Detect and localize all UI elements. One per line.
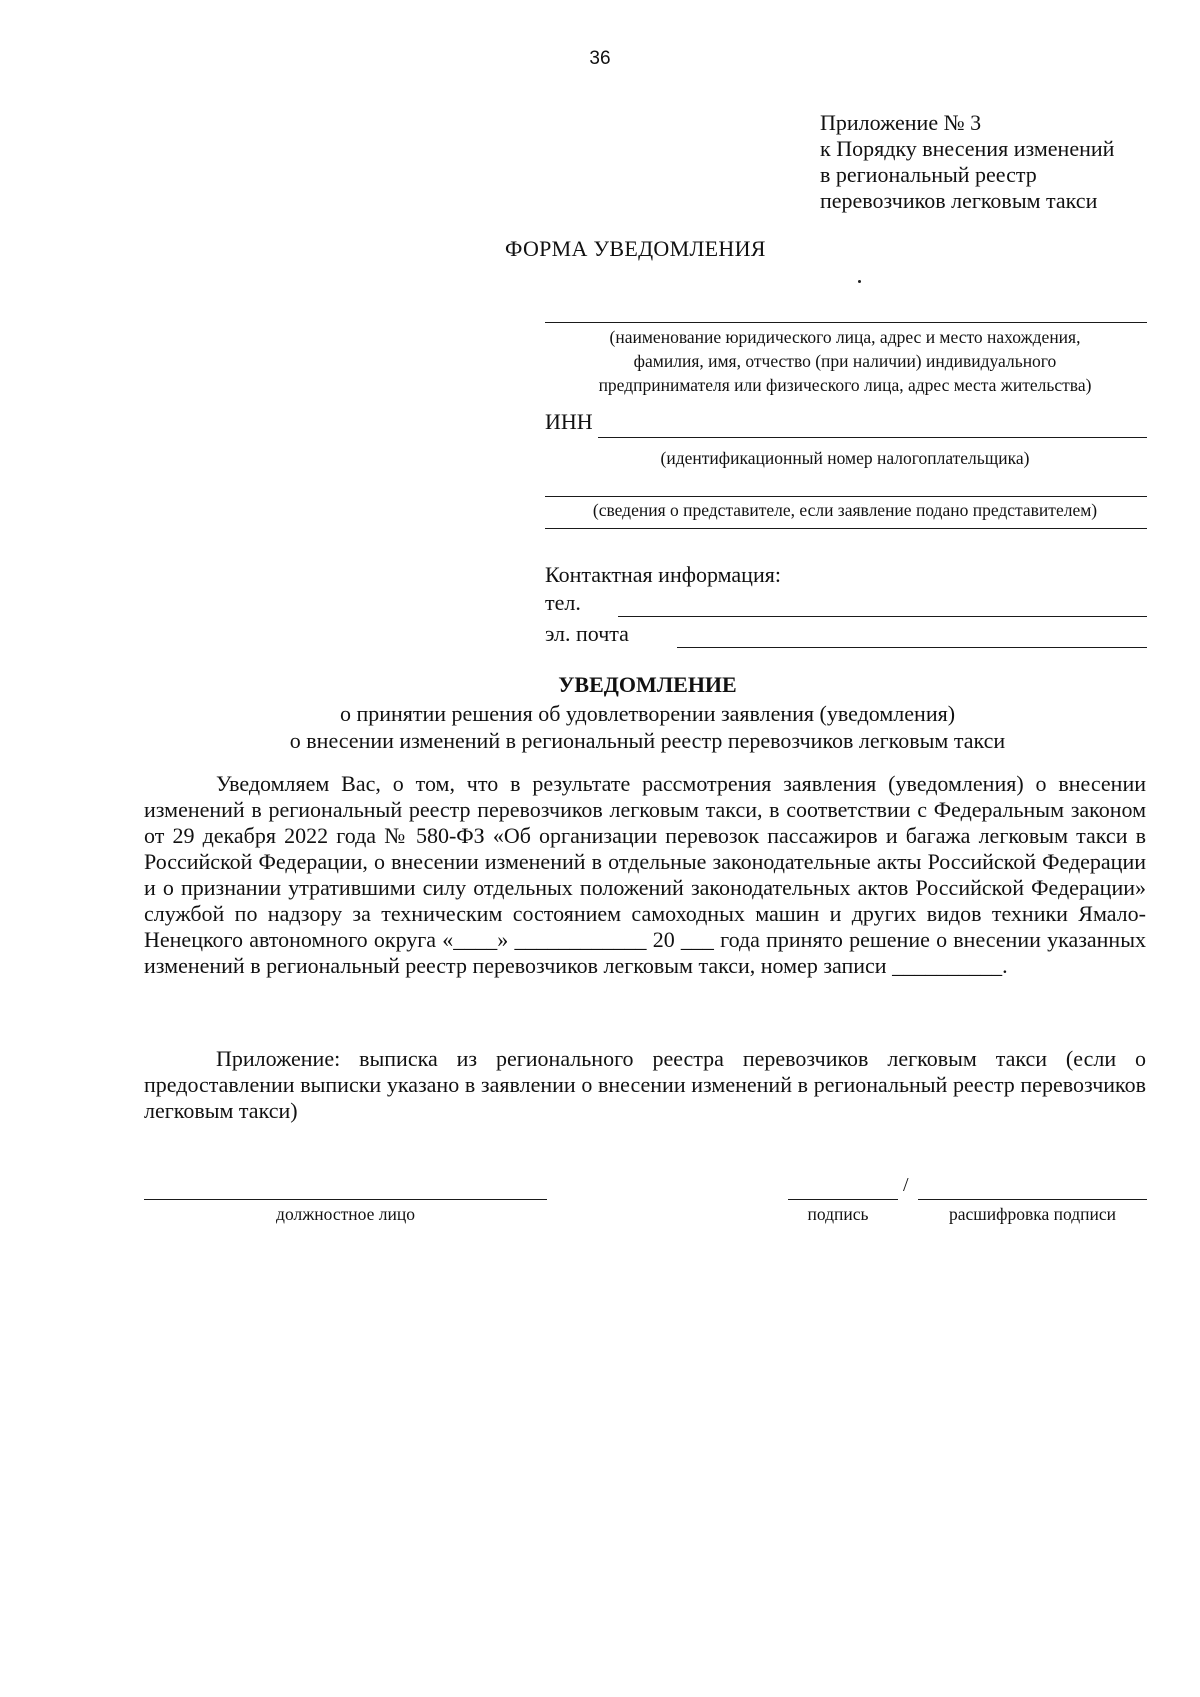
signature-slash: / [903,1174,909,1196]
email-line[interactable] [677,647,1147,648]
phone-label: тел. [545,590,581,615]
form-title: ФОРМА УВЕДОМЛЕНИЯ [505,236,766,261]
caption-line: предпринимателя или физического лица, адрес места жительства) [598,375,1092,395]
notice-title: УВЕДОМЛЕНИЕ [558,672,737,697]
notice-subtitle [0,700,1200,754]
inn-caption: (идентификационный номер налогоплательщика) [660,448,1030,468]
official-line[interactable] [144,1199,547,1200]
stray-mark [858,280,861,283]
representative-caption: (сведения о представителе, если заявление подано представителем) [592,500,1098,520]
applicant-name-caption [545,325,1145,397]
signature-line[interactable] [788,1199,898,1200]
contact-title: Контактная информация: [545,562,781,587]
signature-caption: подпись [807,1204,869,1224]
subtitle-line: о принятии решения об удовлетворении заявления (уведомления) [339,701,956,726]
applicant-name-line[interactable] [545,322,1147,323]
caption-line: (наименование юридического лица, адрес и место нахождения, [609,327,1081,347]
caption-line: фамилия, имя, отчество (при наличии) индивидуального [633,351,1057,371]
email-label: эл. почта [545,621,629,646]
signature-decode-caption: расшифровка подписи [949,1204,1116,1224]
inn-label: ИНН [545,409,593,434]
appendix-line: в региональный реестр [820,162,1037,187]
official-caption: должностное лицо [276,1204,415,1224]
appendix-line: Приложение № 3 [820,110,982,135]
appendix-line: к Порядку внесения изменений [820,136,1115,161]
subtitle-line: о внесении изменений в региональный реестр перевозчиков легковым такси [289,728,1006,753]
signature-decode-line[interactable] [918,1199,1147,1200]
attachment-note: Приложение: выписка из регионального реестра перевозчиков легковым такси (если о предоставлении выписки указано в заявлении о внесении изменений в региональный реестр перевозчиков легковым такси) [144,1046,1146,1123]
page-number: 36 [589,48,611,69]
representative-bottom-rule [545,528,1147,529]
appendix-line: перевозчиков легковым такси [820,188,1098,213]
notice-body: Уведомляем Вас, о том, что в результате рассмотрения заявления (уведомления) о внесении изменений в региональный реестр перевозчиков легковым такси, в соответствии с Федеральным законом от 29 декабря 2022 года № 580-ФЗ «Об организации перевозок пассажиров и багажа легковым такси в Российской Федерации, о внесении изменений в отдельные законодательные акты Российской Федерации и о признании утратившими силу отдельных положений законодательных актов Российской Федерации» службой по надзору за техническим состоянием самоходных машин и других видов техники Ямало-Ненецкого автономного округа «____» ____________ 20 ___ года принято решение о внесении указанных изменений в региональный реестр перевозчиков легковым такси, номер записи __________. [144,771,1146,978]
appendix-header [820,110,1114,214]
representative-line[interactable] [545,496,1147,497]
inn-line[interactable] [598,437,1147,438]
phone-line[interactable] [618,616,1147,617]
